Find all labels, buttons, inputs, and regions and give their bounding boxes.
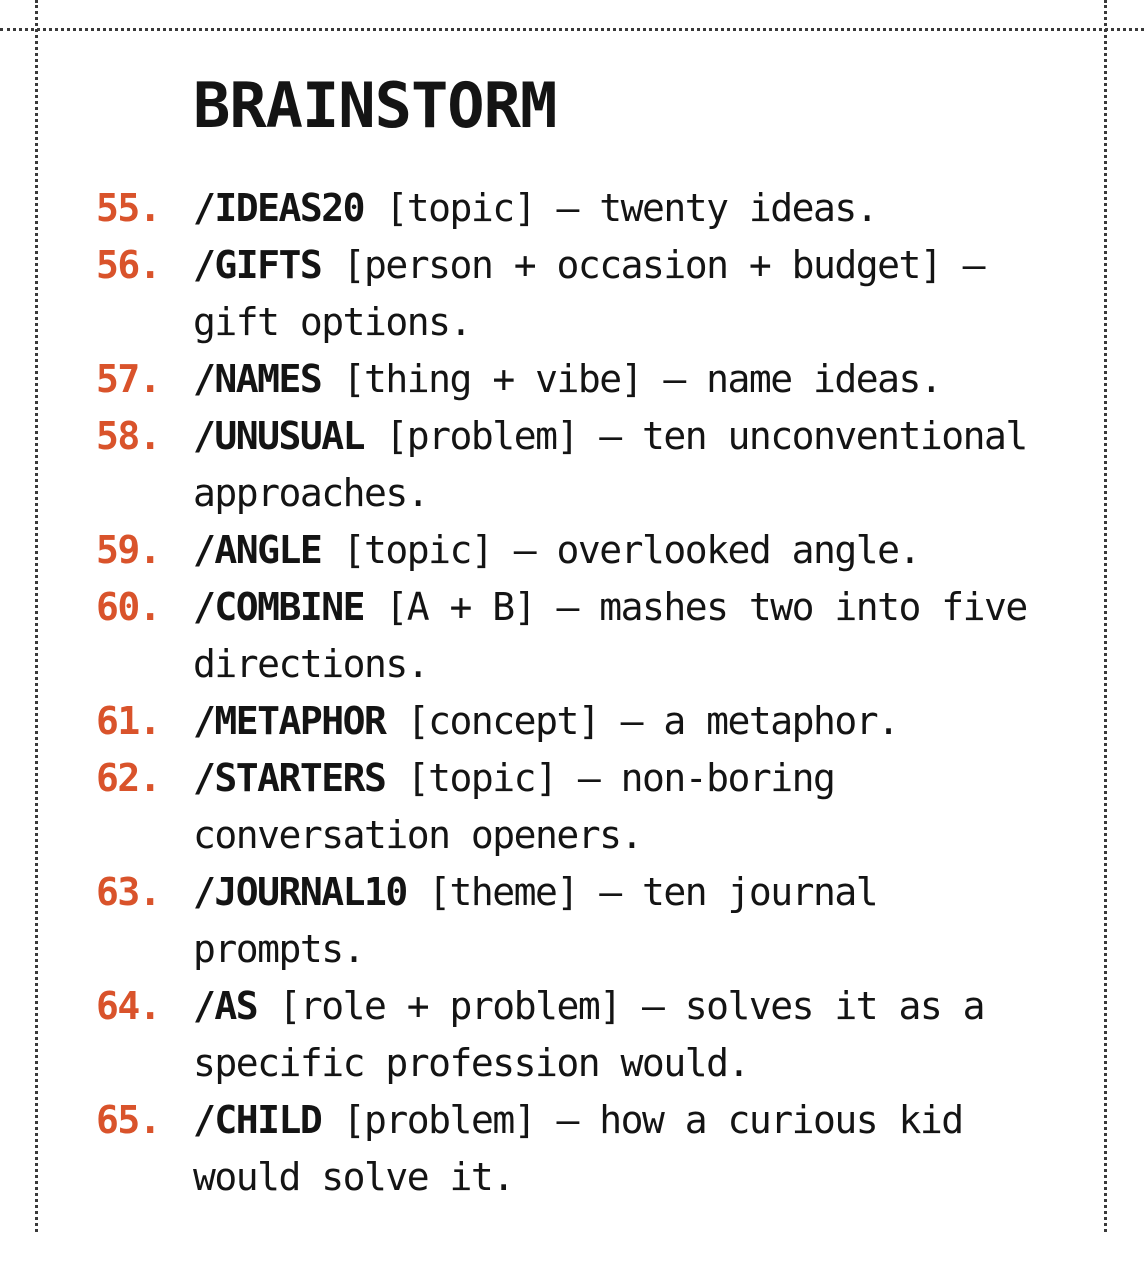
- item-number: 59.: [96, 528, 161, 572]
- item-args: [topic]: [385, 186, 536, 230]
- item-description: — solves it as a specific profession would.: [193, 984, 985, 1085]
- list-item: [0, 579, 1053, 693]
- item-description: — ten journal prompts.: [193, 870, 878, 971]
- item-description: — non-boring conversation openers.: [193, 756, 835, 857]
- list-item: [0, 180, 1053, 237]
- list-item: [0, 978, 1053, 1092]
- item-number: 64.: [96, 984, 161, 1028]
- item-args: [role + problem]: [278, 984, 621, 1028]
- item-number: 55.: [96, 186, 161, 230]
- item-description: — overlooked angle.: [513, 528, 920, 572]
- item-number: 62.: [96, 756, 161, 800]
- item-command: /ANGLE: [193, 528, 322, 572]
- item-args: [person + occasion + budget]: [342, 243, 942, 287]
- item-args: [A + B]: [385, 585, 536, 629]
- item-command: /CHILD: [193, 1098, 322, 1142]
- item-command: /JOURNAL10: [193, 870, 407, 914]
- item-args: [concept]: [406, 699, 600, 743]
- list-item: [0, 237, 1053, 351]
- list-item: [0, 693, 1053, 750]
- item-description: — a metaphor.: [620, 699, 899, 743]
- list-item: [0, 750, 1053, 864]
- item-command: /GIFTS: [193, 243, 322, 287]
- item-number: 63.: [96, 870, 161, 914]
- item-description: — name ideas.: [663, 357, 942, 401]
- item-command: /STARTERS: [193, 756, 386, 800]
- item-description: — mashes two into five directions.: [193, 585, 1027, 686]
- item-number: 65.: [96, 1098, 161, 1142]
- item-number: 56.: [96, 243, 161, 287]
- list-item: [0, 408, 1053, 522]
- dotted-border-top: [0, 28, 1144, 31]
- item-command: /COMBINE: [193, 585, 365, 629]
- item-args: [theme]: [428, 870, 578, 914]
- item-number: 57.: [96, 357, 161, 401]
- list-item: [0, 351, 1053, 408]
- list-item: [0, 1092, 1053, 1206]
- item-args: [problem]: [385, 414, 578, 458]
- item-args: [thing + vibe]: [342, 357, 642, 401]
- item-description: — ten unconventional approaches.: [193, 414, 1027, 515]
- item-command: /UNUSUAL: [193, 414, 365, 458]
- item-command: /NAMES: [193, 357, 322, 401]
- item-args: [problem]: [342, 1098, 536, 1142]
- list-item: [0, 522, 1053, 579]
- item-description: — how a curious kid would solve it.: [193, 1098, 963, 1199]
- page-title: BRAINSTORM: [193, 69, 557, 142]
- item-args: [topic]: [406, 756, 557, 800]
- item-description: — twenty ideas.: [556, 186, 878, 230]
- item-command: /METAPHOR: [193, 699, 386, 743]
- item-number: 58.: [96, 414, 161, 458]
- item-number: 61.: [96, 699, 161, 743]
- command-list: [0, 180, 1144, 1206]
- item-description: — gift options.: [193, 243, 985, 344]
- item-number: 60.: [96, 585, 161, 629]
- item-args: [topic]: [342, 528, 493, 572]
- list-item: [0, 864, 1053, 978]
- item-command: /AS: [193, 984, 258, 1028]
- item-command: /IDEAS20: [193, 186, 365, 230]
